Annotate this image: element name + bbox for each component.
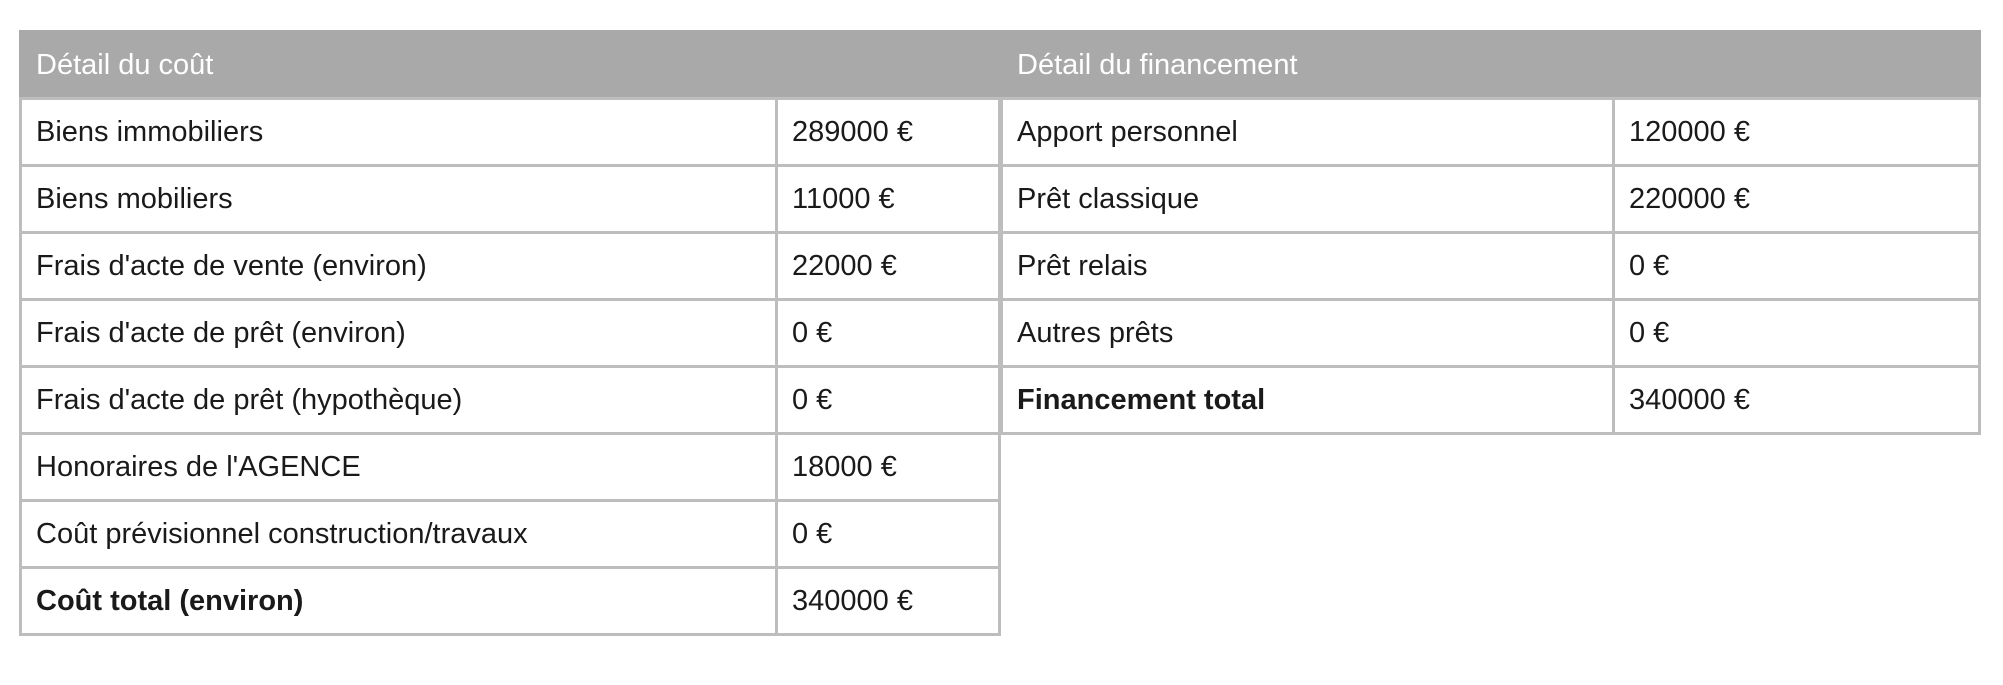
table-row — [21, 233, 1000, 300]
row-value: 289000 € — [777, 99, 1000, 166]
row-value: 120000 € — [1614, 99, 1980, 166]
total-label: Financement total — [1002, 367, 1614, 434]
row-value: 11000 € — [777, 166, 1000, 233]
total-value: 340000 € — [1614, 367, 1980, 434]
table-row — [21, 434, 1000, 501]
table-header-row — [21, 32, 1000, 99]
financing-table-title: Détail du financement — [1002, 32, 1980, 99]
total-value: 340000 € — [777, 568, 1000, 635]
row-label: Frais d'acte de vente (environ) — [21, 233, 777, 300]
table-row — [21, 501, 1000, 568]
cost-detail-table — [19, 30, 1001, 636]
row-value: 22000 € — [777, 233, 1000, 300]
row-value: 220000 € — [1614, 166, 1980, 233]
row-label: Apport personnel — [1002, 99, 1614, 166]
row-value: 0 € — [777, 367, 1000, 434]
table-row — [1002, 166, 1980, 233]
row-label: Honoraires de l'AGENCE — [21, 434, 777, 501]
row-label: Autres prêts — [1002, 300, 1614, 367]
table-row — [21, 99, 1000, 166]
table-row — [21, 300, 1000, 367]
total-row — [1002, 367, 1980, 434]
row-label: Coût prévisionnel construction/travaux — [21, 501, 777, 568]
table-row — [1002, 99, 1980, 166]
row-label: Frais d'acte de prêt (hypothèque) — [21, 367, 777, 434]
row-label: Biens mobiliers — [21, 166, 777, 233]
total-row — [21, 568, 1000, 635]
row-value: 0 € — [1614, 300, 1980, 367]
financing-detail-table — [1000, 30, 1981, 435]
table-header-row — [1002, 32, 1980, 99]
row-value: 0 € — [777, 300, 1000, 367]
row-label: Biens immobiliers — [21, 99, 777, 166]
row-label: Prêt relais — [1002, 233, 1614, 300]
row-label: Prêt classique — [1002, 166, 1614, 233]
total-label: Coût total (environ) — [21, 568, 777, 635]
table-row — [21, 367, 1000, 434]
table-row — [1002, 233, 1980, 300]
table-row — [1002, 300, 1980, 367]
row-value: 0 € — [777, 501, 1000, 568]
row-value: 0 € — [1614, 233, 1980, 300]
table-row — [21, 166, 1000, 233]
cost-table-title: Détail du coût — [21, 32, 1000, 99]
row-value: 18000 € — [777, 434, 1000, 501]
row-label: Frais d'acte de prêt (environ) — [21, 300, 777, 367]
